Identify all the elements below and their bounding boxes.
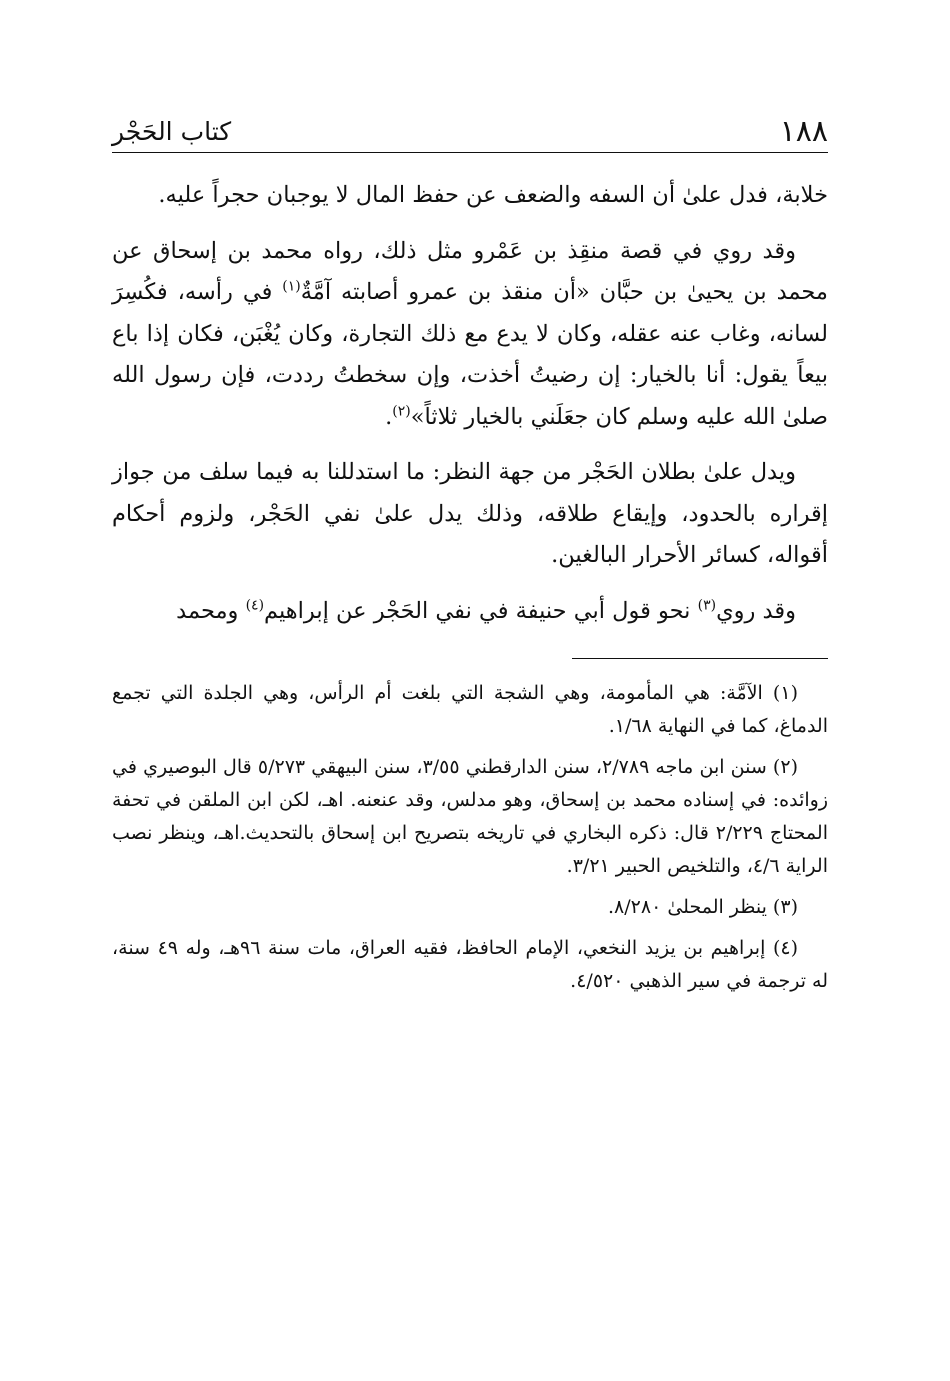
paragraph-2 [112, 231, 828, 439]
running-title: كتاب الحَجْر [112, 117, 232, 146]
page-number: ١٨٨ [779, 114, 828, 149]
footnote-ref-4[interactable]: (٤) [245, 597, 265, 613]
footnote-3: (٣) ينظر المحلىٰ ٨/٢٨٠. [608, 896, 798, 918]
main-text [112, 175, 828, 632]
footnote-divider [572, 658, 828, 659]
footnote-2: (٢) سنن ابن ماجه ٢/٧٨٩، سنن الدارقطني ٣/٥٥، سنن البيهقي ٥/٢٧٣ قال البوصيري في زوائده: في إسناده محمد بن إسحاق، وهو مدلس، وقد عنعنه. اهـ، لكن ابن الملقن في تحفة المحتاج ٢/٢٢٩ قال: ذكره البخاري في تاريخه بتصريح ابن إسحاق بالتحديث.اهـ، وينظر نصب الراية ٤/٦، والتلخيص الحبير ٣/٢١. [112, 756, 828, 877]
paragraph-2-part-b: في رأسه، فكُسِرَ لسانه، وغاب عنه عقله، وكان لا يدع مع ذلك التجارة، وكان يُغْبَن، فكان إذا باع بيعاً يقول: أنا بالخيار: إن رضيتُ أخذت، وإن سخطتُ رددت، فإن رسول الله صلىٰ الله عليه وسلم كان جعَلَني بالخيار ثلاثاً» [112, 279, 828, 430]
paragraph-3: ويدل علىٰ بطلان الحَجْر من جهة النظر: ما استدللنا به فيما سلف من جواز إقراره بالحدود، وإيقاع طلاقه، وذلك يدل علىٰ نفي الحَجْر، ولزوم أحكام أقواله، كسائر الأحرار البالغين. [112, 459, 828, 568]
footnote-ref-1[interactable]: (١) [282, 278, 301, 295]
footnote-1: (١) الآمَّة: هي المأمومة، وهي الشجة التي بلغت أم الرأس، وهي الجلدة التي تجمع الدماغ، كما في النهاية ١/٦٨. [112, 682, 828, 737]
paragraph-4 [112, 591, 828, 633]
paragraph-4-part-c: ومحمد [176, 597, 246, 624]
footnotes [112, 677, 828, 998]
book-page [112, 108, 828, 1006]
footnote-ref-3[interactable]: (٣) [697, 597, 717, 613]
paragraph-2-part-a: وقد روي في قصة منقِذ بن عَمْرو مثل ذلك، رواه محمد بن إسحاق عن محمد بن يحيىٰ بن حبَّان «أن منقذ بن عمرو أصابته آمَّةٌ [112, 237, 828, 305]
paragraph-4-part-a: وقد روي [716, 597, 796, 624]
footnote-ref-2[interactable]: (٢) [392, 403, 411, 419]
page-header [112, 108, 828, 153]
footnote-4: (٤) إبراهيم بن يزيد النخعي، الإمام الحافظ، فقيه العراق، مات سنة ٩٦هـ، وله ٤٩ سنة، له ترجمة في سير الذهبي ٤/٥٢٠. [112, 937, 828, 992]
paragraph-1: خلابة، فدل علىٰ أن السفه والضعف عن حفظ المال لا يوجبان حجراً عليه. [158, 182, 828, 208]
paragraph-2-part-c: . [385, 403, 393, 430]
paragraph-4-part-b: نحو قول أبي حنيفة في نفي الحَجْر عن إبراهيم [264, 597, 698, 624]
